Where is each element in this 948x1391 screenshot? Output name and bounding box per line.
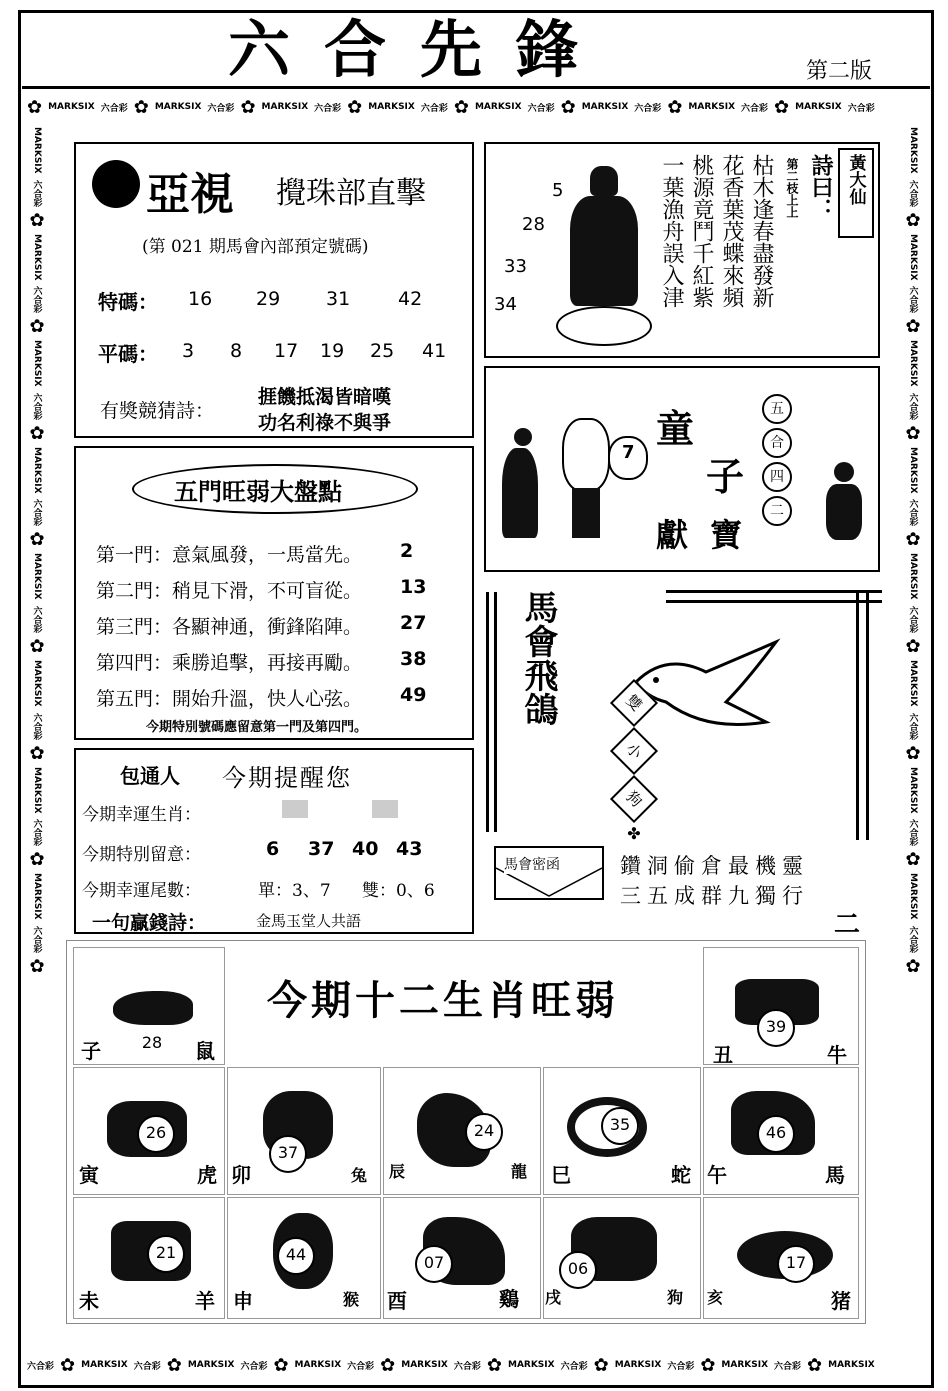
pigeon-frame-top-2 [666, 600, 882, 603]
pigeon-frame-right [856, 590, 859, 840]
flower-icon: ✿ [29, 955, 45, 977]
flower-icon: ✿ [905, 316, 921, 338]
zodiac-animal: 龍 [511, 1162, 528, 1181]
zodiac-animal: 蛇 [671, 1163, 691, 1187]
zodiac-number: 35 [601, 1107, 639, 1145]
yashi-heading: 攪珠部直擊 [276, 176, 426, 211]
yashi-box [74, 142, 474, 438]
zodiac-animal: 牛 [827, 1043, 847, 1067]
flower-icon: ✿ [29, 849, 45, 871]
flower-icon: ✿ [593, 1354, 609, 1376]
zodiac-animal: 鼠 [195, 1039, 215, 1063]
zodiac-number: 39 [757, 1009, 795, 1047]
flower-icon: ✿ [905, 636, 921, 658]
zodiac-branch: 亥 [707, 1288, 724, 1307]
secret-mark: 二 [834, 910, 861, 940]
flower-icon: ✿ [700, 1354, 716, 1376]
page-title: 六合先鋒 [228, 13, 613, 86]
flower-icon: ✿ [905, 849, 921, 871]
kite-boy-icon [822, 462, 868, 552]
zodiac-animal: 狗 [667, 1288, 684, 1307]
zodiac-animal: 鷄 [499, 1287, 519, 1311]
zodiac-number: 44 [277, 1237, 315, 1275]
zodiac-animal: 兔 [351, 1166, 368, 1185]
zodiac-branch: 未 [79, 1289, 99, 1313]
zodiac-branch: 申 [233, 1289, 253, 1313]
zodiac-number: 46 [757, 1115, 795, 1153]
left-border-strip: MARKSIX 六合彩 ✿ MARKSIX 六合彩 ✿ MARKSIX 六合彩 ✿ MARKSIX 六合彩 ✿ MARKSIX 六合彩 ✿ MARKSIX 六合彩 ✿ MARKSIX 六合彩 ✿ MARKSIX 六合彩 ✿ [29, 127, 45, 977]
zodiac-number: 17 [777, 1245, 815, 1283]
kite-chain [762, 394, 790, 526]
attention-number: 43 [396, 838, 423, 860]
special-number: 29 [256, 288, 281, 310]
pigeon-tag: 狗 [610, 775, 658, 823]
zodiac-branch: 午 [707, 1163, 727, 1187]
zodiac-number: 28 [141, 1033, 163, 1052]
flower-icon: ✿ [380, 1354, 396, 1376]
poem-column: 花香葉茂蝶來頻 [719, 154, 744, 308]
tongzi-title-2: 子 [706, 454, 745, 499]
zodiac-number: 21 [147, 1235, 185, 1273]
sage-figure-icon [556, 166, 652, 350]
special-label: 特碼： [98, 290, 158, 314]
wumen-row: 第三門：各顯神通，衝鋒陷陣。 [96, 616, 363, 638]
kite-char: 二 [762, 496, 792, 526]
flower-icon: ✿ [29, 636, 45, 658]
kite-char: 五 [762, 394, 792, 424]
flower-icon: ✿ [273, 1354, 289, 1376]
reminder-box [74, 748, 474, 934]
flower-icon: ✿ [29, 742, 45, 764]
special-number: 16 [188, 288, 213, 310]
zodiac-branch: 寅 [79, 1163, 99, 1187]
wumen-row: 第一門：意氣風發，一馬當先。 [96, 544, 363, 566]
poem-line-1: 捱饑抵渴皆暗嘆 [258, 386, 392, 408]
special-number: 31 [326, 288, 351, 310]
flower-icon: ✿ [667, 96, 683, 118]
pigeon-frame-left [486, 592, 489, 832]
flower-icon: ✿ [905, 529, 921, 551]
zodiac-animal: 羊 [195, 1289, 215, 1313]
special-attention-label: 今期特別留意： [82, 845, 201, 865]
poem-column: 枯木逢春盡發新 [749, 154, 774, 308]
win-poem: 金馬玉堂人共語 [256, 912, 362, 930]
reminder-heading: 今期提醒您 [222, 764, 352, 792]
zodiac-box [66, 940, 866, 1324]
zodiac-branch: 巳 [551, 1163, 571, 1187]
zodiac-branch: 卯 [231, 1163, 251, 1187]
flower-icon: ✿ [27, 96, 43, 118]
wumen-value: 49 [400, 684, 427, 706]
tongzi-title-4: 寶 [710, 516, 743, 554]
normal-number: 19 [320, 340, 345, 362]
zodiac-animal: 猴 [343, 1290, 360, 1309]
attention-number: 40 [352, 838, 379, 860]
right-border-strip: MARKSIX 六合彩 ✿ MARKSIX 六合彩 ✿ MARKSIX 六合彩 ✿ MARKSIX 六合彩 ✿ MARKSIX 六合彩 ✿ MARKSIX 六合彩 ✿ MARKSIX 六合彩 ✿ MARKSIX 六合彩 ✿ [905, 127, 921, 977]
flower-icon: ✿ [453, 96, 469, 118]
yashi-logo: 亞視 [146, 169, 234, 220]
pigeon-frame-right-2 [866, 590, 869, 840]
flower-icon: ✿ [133, 96, 149, 118]
poem-label: 有獎競猜詩： [100, 400, 215, 422]
pigeon-tag: 小 [610, 727, 658, 775]
wumen-value: 38 [400, 648, 427, 670]
zodiac-number: 26 [137, 1115, 175, 1153]
poem-line-2: 功名利祿不與爭 [258, 412, 392, 434]
knot-icon: ✤ [627, 824, 641, 843]
tail-label: 今期幸運尾數： [82, 881, 201, 901]
wumen-row: 第二門：稍見下滑，不可盲從。 [96, 580, 363, 602]
rat-icon [113, 991, 193, 1025]
lucky-zodiac-label: 今期幸運生肖： [82, 805, 201, 825]
wumen-value: 2 [400, 540, 414, 562]
huangdaxian-title: 黃大仙 [845, 154, 866, 205]
normal-number: 25 [370, 340, 395, 362]
edition-label: 第二版 [806, 59, 873, 84]
huangdaxian-branch: 第二枝上上 [785, 158, 799, 218]
secret-line-1: 鑽洞偷倉最機靈 [620, 854, 809, 878]
flower-icon: ✿ [29, 316, 45, 338]
zodiac-branch: 酉 [387, 1289, 407, 1313]
envelope-icon [494, 846, 604, 900]
tongzi-box [484, 366, 880, 572]
pigeon-frame-left-2 [494, 592, 497, 832]
bottom-border-strip: 六合彩 ✿ MARKSIX 六合彩 ✿ MARKSIX 六合彩 ✿ MARKSIX 六合彩 ✿ MARKSIX 六合彩 ✿ MARKSIX 六合彩 ✿ MARKSIX 六合彩 ✿ MARKSIX 六合彩 ✿ MARKSIX [27, 1354, 875, 1376]
attention-number: 37 [308, 838, 335, 860]
poem-column: 桃源竟鬥千紅紫 [689, 154, 714, 308]
normal-number: 17 [274, 340, 299, 362]
zodiac-title: 今期十二生肖旺弱 [267, 977, 619, 1024]
flower-icon: ✿ [29, 209, 45, 231]
sage-number: 28 [522, 214, 545, 235]
kite-char: 四 [762, 462, 792, 492]
zodiac-animal: 馬 [825, 1163, 845, 1187]
top-border-strip: ✿ MARKSIX 六合彩 ✿ MARKSIX 六合彩 ✿ MARKSIX 六合彩 ✿ MARKSIX 六合彩 ✿ MARKSIX 六合彩 ✿ MARKSIX 六合彩 ✿ MARKSIX 六合彩 ✿ MARKSIX 六合彩 [27, 96, 875, 118]
tail-double: 雙：0、6 [362, 881, 435, 901]
pigeon-tag-chain [614, 680, 654, 843]
tongzi-title-1: 童 [656, 406, 695, 451]
special-number: 42 [398, 288, 423, 310]
pigeon-tag: 雙 [610, 679, 658, 727]
sage-number: 5 [552, 180, 564, 201]
flower-icon: ✿ [905, 955, 921, 977]
flower-icon: ✿ [166, 1354, 182, 1376]
flower-icon: ✿ [807, 1354, 823, 1376]
zodiac-number: 37 [269, 1135, 307, 1173]
wumen-box [74, 446, 474, 740]
sage-number: 33 [504, 256, 527, 277]
flower-icon: ✿ [29, 422, 45, 444]
envelope-label: 馬會密函 [504, 854, 560, 874]
huangdaxian-poem-label: 詩曰： [808, 154, 834, 220]
flower-icon: ✿ [560, 96, 576, 118]
tail-single: 單：3、7 [258, 881, 331, 901]
pigeon-title: 馬會飛鴿 [518, 590, 558, 726]
flower-icon: ✿ [905, 209, 921, 231]
wumen-note: 今期特別號碼應留意第一門及第四門。 [146, 720, 368, 735]
zodiac-branch: 丑 [713, 1043, 733, 1067]
flower-icon: ✿ [905, 422, 921, 444]
flower-icon: ✿ [774, 96, 790, 118]
sage-number: 34 [494, 294, 517, 315]
flower-icon: ✿ [905, 742, 921, 764]
flower-icon: ✿ [29, 529, 45, 551]
flower-icon: ✿ [486, 1354, 502, 1376]
normal-label: 平碼： [98, 342, 158, 366]
header-divider [22, 86, 930, 89]
normal-number: 3 [182, 340, 195, 362]
yashi-logo-icon [92, 160, 140, 208]
zodiac-number: 24 [465, 1113, 503, 1151]
win-poem-label: 一句贏錢詩： [92, 912, 207, 934]
zodiac-stamp-icon [282, 800, 308, 818]
kite-char: 合 [762, 428, 792, 458]
zodiac-branch: 戌 [545, 1288, 562, 1307]
flower-icon: ✿ [60, 1354, 76, 1376]
wumen-title: 五門旺弱大盤點 [174, 477, 342, 506]
zodiac-branch: 辰 [389, 1162, 406, 1181]
attention-number: 6 [266, 838, 280, 860]
huangdaxian-title-box [838, 148, 874, 238]
wumen-row: 第五門：開始升溫，快人心弦。 [96, 688, 363, 710]
huangdaxian-box [484, 142, 880, 358]
tongzi-title-3: 獻 [656, 516, 689, 554]
flower-icon: ✿ [240, 96, 256, 118]
zodiac-animal: 虎 [197, 1163, 217, 1187]
zodiac-stamp-icon [372, 800, 398, 818]
normal-number: 41 [422, 340, 447, 362]
zodiac-branch: 子 [81, 1039, 101, 1063]
zodiac-number: 06 [559, 1251, 597, 1289]
flower-icon: ✿ [347, 96, 363, 118]
yashi-subtitle: (第 021 期馬會內部預定號碼) [142, 237, 369, 257]
lantern-number: 7 [622, 442, 635, 463]
wumen-row: 第四門：乘勝追擊，再接再勵。 [96, 652, 363, 674]
wumen-value: 13 [400, 576, 427, 598]
normal-number: 8 [230, 340, 243, 362]
pigeon-frame-top [666, 590, 882, 593]
poem-column: 一葉漁舟誤入津 [659, 154, 684, 308]
reminder-brand: 包通人 [120, 764, 180, 788]
wumen-value: 27 [400, 612, 427, 634]
secret-line-2: 三五成群九獨行 [620, 884, 809, 908]
zodiac-animal: 猪 [831, 1289, 851, 1313]
zodiac-number: 07 [415, 1245, 453, 1283]
